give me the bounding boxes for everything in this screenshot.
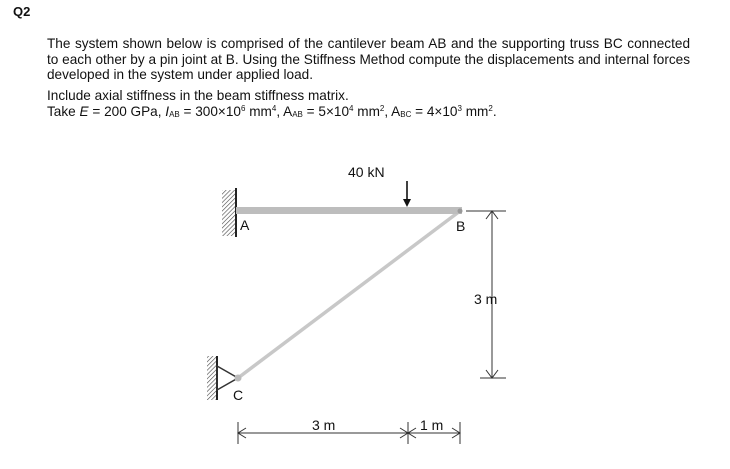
area-ab-exponent: 4	[349, 104, 354, 113]
inertia-value: = 300×10	[179, 104, 241, 119]
inertia-unit: mm	[245, 104, 272, 119]
area-ab-unit-exponent: 2	[379, 104, 385, 113]
separator: ,	[276, 104, 284, 119]
node-c-label: C	[233, 387, 244, 403]
area-bc-symbol: A	[391, 104, 401, 119]
beam-ab	[236, 207, 462, 214]
area-bc-subscript: BC	[400, 110, 412, 119]
fixed-support-a-hatch	[222, 190, 236, 236]
dim-vertical-label: 3 m	[474, 291, 498, 307]
node-b-label: B	[456, 218, 466, 234]
inertia-symbol: I	[165, 104, 170, 119]
area-bc-value: = 4×10	[411, 104, 458, 119]
include-axial-line: Include axial stiffness in the beam stiffness matrix.	[47, 88, 349, 103]
truss-bc	[238, 211, 460, 378]
joint-c	[235, 375, 242, 382]
inertia-unit-exponent: 4	[271, 104, 277, 113]
end-period: .	[492, 104, 497, 119]
inertia-subscript: AB	[169, 110, 180, 119]
load-label: 40 kN	[348, 164, 385, 180]
modulus-value: = 200 GPa,	[88, 104, 166, 119]
area-bc-exponent: 3	[457, 104, 462, 113]
modulus-symbol: E	[79, 104, 89, 119]
dim-horizontal-label-1: 3 m	[312, 417, 336, 433]
support-c-hatch	[207, 356, 217, 400]
area-bc-unit: mm	[461, 104, 489, 119]
node-a-label: A	[240, 217, 250, 233]
area-ab-unit: mm	[353, 104, 380, 119]
area-ab-symbol: A	[283, 104, 293, 119]
area-bc-unit-exponent: 2	[488, 104, 493, 113]
area-ab-value: = 5×10	[302, 104, 350, 119]
inertia-exponent: 6	[240, 104, 246, 113]
dim-horizontal-label-2: 1 m	[420, 417, 444, 433]
question-number: Q2	[13, 4, 31, 19]
take-prefix: Take	[47, 104, 80, 119]
problem-statement: The system shown below is comprised of the cantilever beam AB and the supporting truss BC connected to each other by a pin joint at B. Using the Stiffness Method compute the displacements and internal forces developed in the system under applied load.	[47, 36, 690, 83]
separator: ,	[384, 104, 392, 119]
area-ab-subscript: AB	[292, 110, 303, 119]
pin-joint-b	[458, 209, 463, 214]
load-arrowhead	[403, 199, 411, 207]
